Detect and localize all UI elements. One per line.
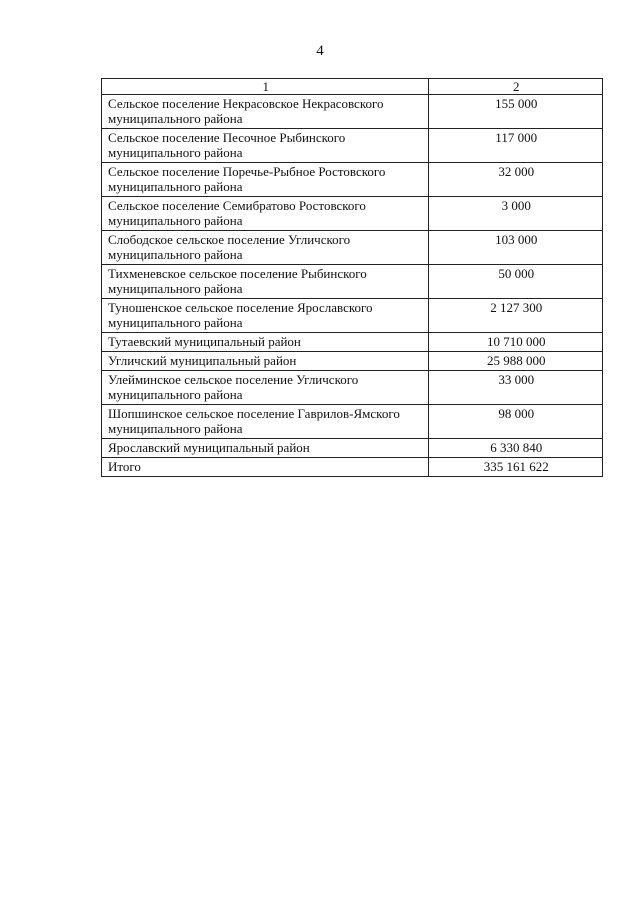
table-row: [102, 299, 603, 333]
table-row: [102, 371, 603, 405]
table-row: [102, 352, 603, 371]
row-value: 25 988 000: [429, 352, 603, 371]
total-label: Итого: [102, 458, 429, 477]
row-value: 32 000: [429, 163, 603, 197]
row-name: Ярославский муниципальный район: [102, 439, 429, 458]
row-name: Сельское поселение Семибратово Ростовского муниципального района: [102, 197, 429, 231]
row-name: Слободское сельское поселение Угличского муниципального района: [102, 231, 429, 265]
row-value: 2 127 300: [429, 299, 603, 333]
total-value: 335 161 622: [429, 458, 603, 477]
table-row: [102, 163, 603, 197]
table-header-row: [102, 79, 603, 95]
row-value: 33 000: [429, 371, 603, 405]
table-row: [102, 129, 603, 163]
row-value: 98 000: [429, 405, 603, 439]
table-row: [102, 197, 603, 231]
table-row-total: [102, 458, 603, 477]
table-row: [102, 405, 603, 439]
row-name: Сельское поселение Некрасовское Некрасовского муниципального района: [102, 95, 429, 129]
row-value: 50 000: [429, 265, 603, 299]
row-value: 155 000: [429, 95, 603, 129]
page-number: 4: [316, 43, 324, 59]
row-name: Угличский муниципальный район: [102, 352, 429, 371]
row-value: 6 330 840: [429, 439, 603, 458]
row-name: Улейминское сельское поселение Угличского муниципального района: [102, 371, 429, 405]
row-value: 117 000: [429, 129, 603, 163]
row-value: 3 000: [429, 197, 603, 231]
table-row: [102, 95, 603, 129]
allocation-table: [101, 78, 603, 477]
row-value: 103 000: [429, 231, 603, 265]
table-row: [102, 333, 603, 352]
row-name: Тихменевское сельское поселение Рыбинского муниципального района: [102, 265, 429, 299]
row-name: Сельское поселение Песочное Рыбинского муниципального района: [102, 129, 429, 163]
column-header-2: 2: [429, 79, 603, 95]
row-name: Сельское поселение Поречье-Рыбное Ростовского муниципального района: [102, 163, 429, 197]
table-row: [102, 265, 603, 299]
row-name: Тутаевский муниципальный район: [102, 333, 429, 352]
table-row: [102, 439, 603, 458]
row-name: Туношенское сельское поселение Ярославского муниципального района: [102, 299, 429, 333]
table-row: [102, 231, 603, 265]
row-name: Шопшинское сельское поселение Гаврилов-Ямского муниципального района: [102, 405, 429, 439]
column-header-1: 1: [102, 79, 429, 95]
row-value: 10 710 000: [429, 333, 603, 352]
